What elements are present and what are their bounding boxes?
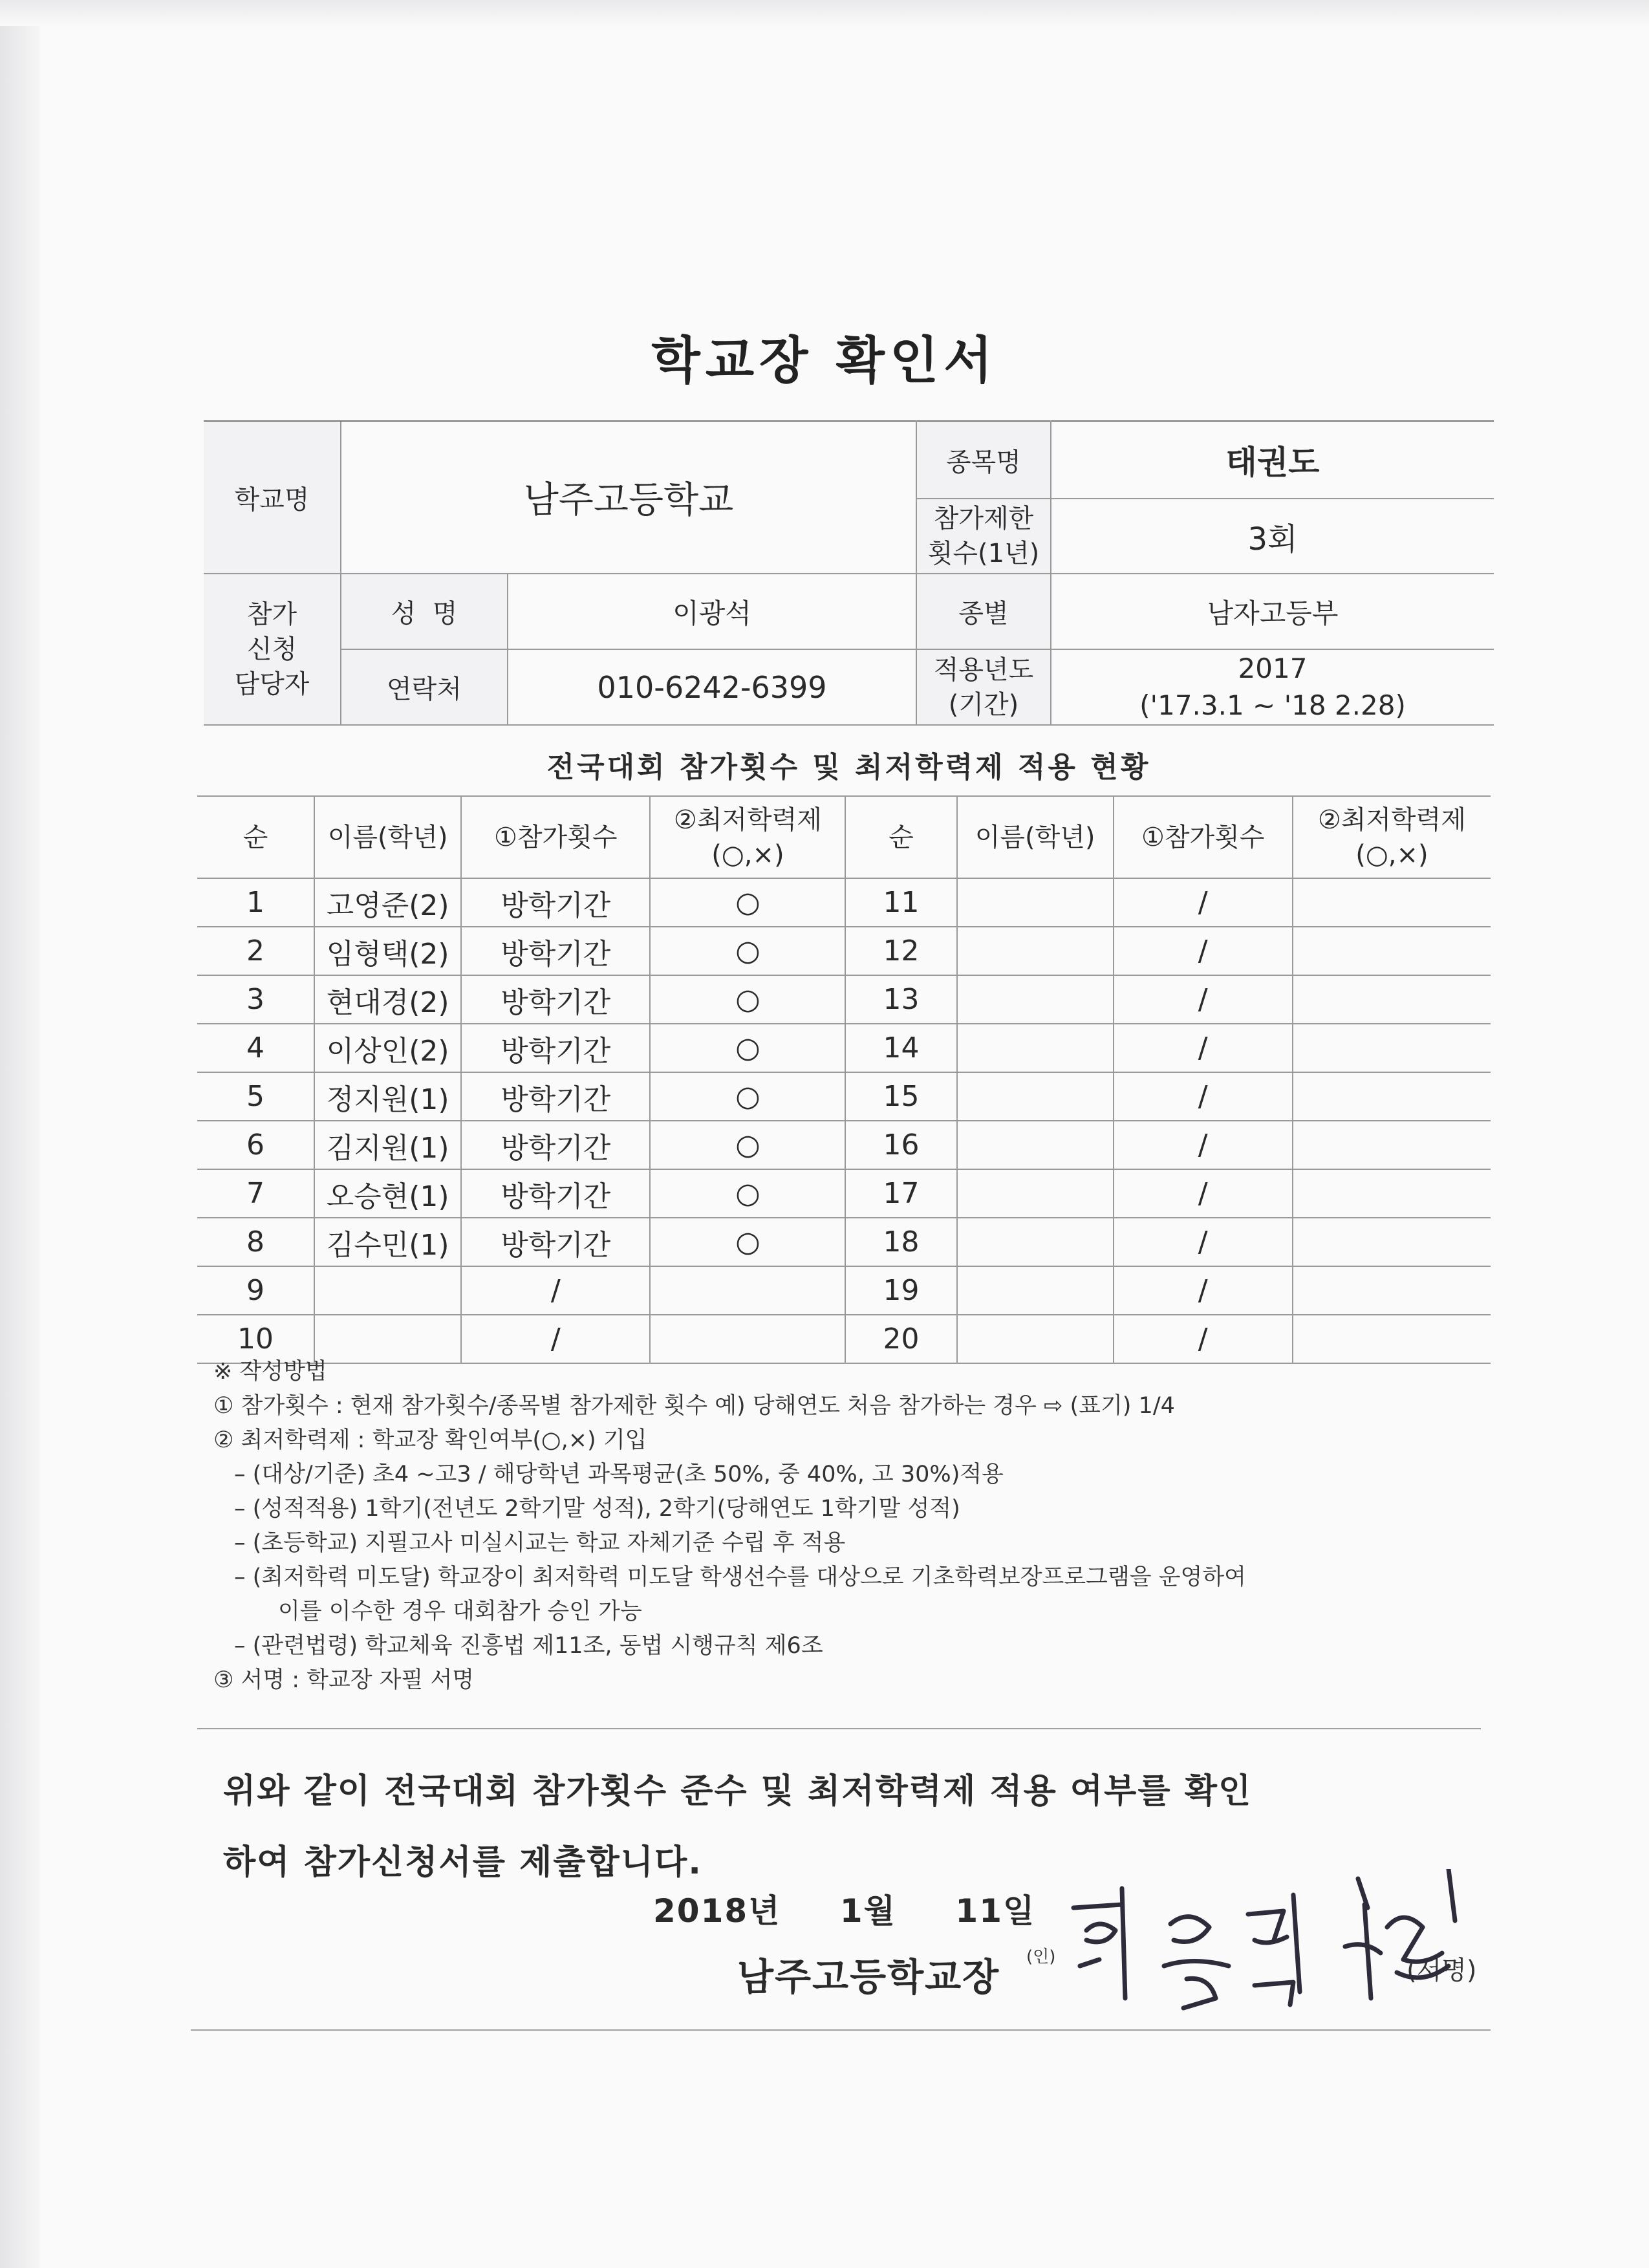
year-value-line-1: 2017 [1238, 652, 1308, 684]
row-mark: ○ [650, 1218, 845, 1266]
row-name [957, 1024, 1114, 1072]
note-subitem: – (최저학력 미도달) 학교장이 최저학력 미도달 학생선수를 대상으로 기초학력보장프로그램을 운영하여 [234, 1564, 1246, 1590]
row-mark [1293, 1266, 1491, 1315]
limit-label-line-1: 참가제한 [933, 504, 1034, 534]
row-count: 방학기간 [461, 1218, 650, 1266]
row-mark [1293, 1218, 1491, 1266]
statement-line-1: 위와 같이 전국대회 참가횟수 준수 및 최저학력제 적용 여부를 확인 [223, 1772, 1253, 1811]
document-date [653, 1885, 1035, 1932]
applicant-label-line-2: 신청 [246, 634, 297, 664]
row-name [957, 1072, 1114, 1121]
table-row [197, 975, 1491, 1024]
row-seq: 5 [197, 1072, 314, 1121]
header-mark-2 [1293, 796, 1491, 878]
date-day: 11일 [955, 1892, 1036, 1930]
row-mark [650, 1266, 845, 1315]
row-seq: 18 [845, 1218, 956, 1266]
year-label-line-1: 적용년도 [933, 654, 1034, 685]
row-count: / [1114, 927, 1293, 975]
table-row [197, 1218, 1491, 1266]
row-name: 김수민(1) [314, 1218, 461, 1266]
year-value [1051, 649, 1494, 725]
note-item-2: ② 최저학력제 : 학교장 확인여부(○,×) 기입 [213, 1427, 647, 1453]
row-name: 정지원(1) [314, 1072, 461, 1121]
table-row [197, 1024, 1491, 1072]
note-subitem: – (관련법령) 학교체육 진흥법 제11조, 동법 시행규칙 제6조 [234, 1633, 823, 1659]
event-name: 태권도 [1051, 421, 1494, 499]
row-count: / [1114, 975, 1293, 1024]
row-count: / [1114, 1266, 1293, 1315]
scan-page-top [0, 0, 1649, 26]
row-mark: ○ [650, 878, 845, 927]
note-subitem: – (성적적용) 1학기(전년도 2학기말 성적), 2학기(당해연도 1학기말 성적) [234, 1496, 960, 1522]
row-count: 방학기간 [461, 1072, 650, 1121]
row-seq: 19 [845, 1266, 956, 1315]
contact-value: 010-6242-6399 [508, 649, 916, 725]
row-count: / [461, 1266, 650, 1315]
row-seq: 16 [845, 1121, 956, 1169]
period-value: ('17.3.1 ~ '18 2.28) [1139, 689, 1406, 721]
row-name: 이상인(2) [314, 1024, 461, 1072]
contact-label: 연락처 [341, 649, 508, 725]
signature-suffix: (서명) [1406, 1956, 1477, 1985]
header-seq-2: 순 [845, 796, 956, 878]
instructions [213, 1355, 1246, 1698]
row-name [957, 1121, 1114, 1169]
row-count: 방학기간 [461, 1121, 650, 1169]
row-name: 현대경(2) [314, 975, 461, 1024]
row-seq: 14 [845, 1024, 956, 1072]
table-row [197, 1266, 1491, 1315]
row-seq: 2 [197, 927, 314, 975]
row-mark [1293, 927, 1491, 975]
limit-label [916, 499, 1051, 574]
name-value: 이광석 [508, 574, 916, 649]
row-name [957, 1266, 1114, 1315]
note-item-1: ① 참가횟수 : 현재 참가횟수/종목별 참가제한 횟수 예) 당해연도 처음 참가하는 경우 ⇨ (표기) 1/4 [213, 1393, 1175, 1419]
name-label: 성 명 [341, 574, 508, 649]
date-year: 2018년 [653, 1892, 781, 1930]
event-label: 종목명 [916, 421, 1051, 499]
applicant-label-line-1: 참가 [246, 599, 297, 629]
row-mark: ○ [650, 1024, 845, 1072]
header-name: 이름(학년) [314, 796, 461, 878]
header-seq: 순 [197, 796, 314, 878]
row-mark [1293, 1024, 1491, 1072]
header-count-2: ①참가횟수 [1114, 796, 1293, 878]
table-row [197, 1072, 1491, 1121]
row-seq: 10 [197, 1315, 314, 1363]
applicant-label-line-3: 담당자 [234, 669, 310, 699]
school-name: 남주고등학교 [341, 421, 916, 574]
row-mark [1293, 975, 1491, 1024]
row-mark [1293, 1169, 1491, 1218]
header-name-2: 이름(학년) [957, 796, 1114, 878]
divider [197, 1728, 1481, 1729]
date-month: 1월 [839, 1892, 896, 1930]
row-mark: ○ [650, 1072, 845, 1121]
table-row [197, 878, 1491, 927]
row-name [957, 1169, 1114, 1218]
row-mark [1293, 1072, 1491, 1121]
row-seq: 6 [197, 1121, 314, 1169]
year-label-line-2: (기간) [948, 689, 1019, 720]
row-seq: 15 [845, 1072, 956, 1121]
row-count: 방학기간 [461, 1024, 650, 1072]
row-seq: 17 [845, 1169, 956, 1218]
handwritten-signature [1061, 1869, 1487, 2031]
division-value: 남자고등부 [1051, 574, 1494, 649]
seal-mark: (인) [1026, 1947, 1056, 1967]
bottom-divider [191, 2029, 1491, 2031]
row-count: / [1114, 1072, 1293, 1121]
principal-title: 남주고등학교장 [737, 1955, 1000, 1999]
row-name [957, 927, 1114, 975]
document-title: 학교장 확인서 [651, 332, 998, 390]
row-count: / [1114, 1024, 1293, 1072]
participation-table [197, 795, 1491, 1364]
row-seq: 11 [845, 878, 956, 927]
row-count: 방학기간 [461, 878, 650, 927]
row-name: 고영준(2) [314, 878, 461, 927]
info-table [204, 420, 1494, 726]
note-item-3: ③ 서명 : 학교장 자필 서명 [213, 1667, 475, 1693]
school-label: 학교명 [204, 421, 341, 574]
row-count: / [1114, 1121, 1293, 1169]
row-name [957, 878, 1114, 927]
row-mark: ○ [650, 927, 845, 975]
table-row [197, 1169, 1491, 1218]
note-subitem-continued: 이를 이수한 경우 대회참가 승인 가능 [278, 1599, 642, 1625]
row-mark: ○ [650, 1121, 845, 1169]
row-count: / [1114, 1315, 1293, 1363]
header-mark [650, 796, 845, 878]
note-subitem: – (대상/기준) 초4 ~고3 / 해당학년 과목평균(초 50%, 중 40%, 고 30%)적용 [234, 1462, 1004, 1487]
header-mark-line-2: (○,×) [711, 839, 784, 870]
row-name: 임형택(2) [314, 927, 461, 975]
row-mark [1293, 878, 1491, 927]
row-name [957, 975, 1114, 1024]
row-mark: ○ [650, 1169, 845, 1218]
row-name [314, 1266, 461, 1315]
row-name: 오승현(1) [314, 1169, 461, 1218]
row-seq: 9 [197, 1266, 314, 1315]
limit-label-line-2: 횟수(1년) [927, 539, 1040, 568]
table-body [197, 878, 1491, 1363]
header-mark-2-line-1: ②최저학력제 [1317, 805, 1466, 835]
row-seq: 1 [197, 878, 314, 927]
row-seq: 4 [197, 1024, 314, 1072]
note-subitem: – (초등학교) 지필고사 미실시교는 학교 자체기준 수립 후 적용 [234, 1530, 846, 1556]
header-mark-line-1: ②최저학력제 [673, 805, 822, 835]
row-seq: 12 [845, 927, 956, 975]
table-subtitle: 전국대회 참가횟수 및 최저학력제 적용 현황 [546, 751, 1151, 784]
header-count: ①참가횟수 [461, 796, 650, 878]
row-seq: 7 [197, 1169, 314, 1218]
statement-line-2: 하여 참가신청서를 제출합니다. [223, 1843, 702, 1882]
row-count: / [1114, 1169, 1293, 1218]
table-row [197, 927, 1491, 975]
row-count: 방학기간 [461, 1169, 650, 1218]
row-count: 방학기간 [461, 975, 650, 1024]
row-name [957, 1218, 1114, 1266]
row-seq: 3 [197, 975, 314, 1024]
row-mark [1293, 1121, 1491, 1169]
table-row [197, 1121, 1491, 1169]
row-count: / [1114, 1218, 1293, 1266]
limit-value: 3회 [1051, 499, 1494, 574]
row-seq: 20 [845, 1315, 956, 1363]
row-mark [1293, 1315, 1491, 1363]
notes-heading: ※ 작성방법 [213, 1359, 327, 1385]
row-seq: 8 [197, 1218, 314, 1266]
row-name: 김지원(1) [314, 1121, 461, 1169]
year-label [916, 649, 1051, 725]
header-mark-2-line-2: (○,×) [1355, 839, 1428, 870]
row-mark: ○ [650, 975, 845, 1024]
row-count: / [461, 1315, 650, 1363]
row-count: / [1114, 878, 1293, 927]
applicant-label [204, 574, 341, 725]
row-seq: 13 [845, 975, 956, 1024]
division-label: 종별 [916, 574, 1051, 649]
row-count: 방학기간 [461, 927, 650, 975]
